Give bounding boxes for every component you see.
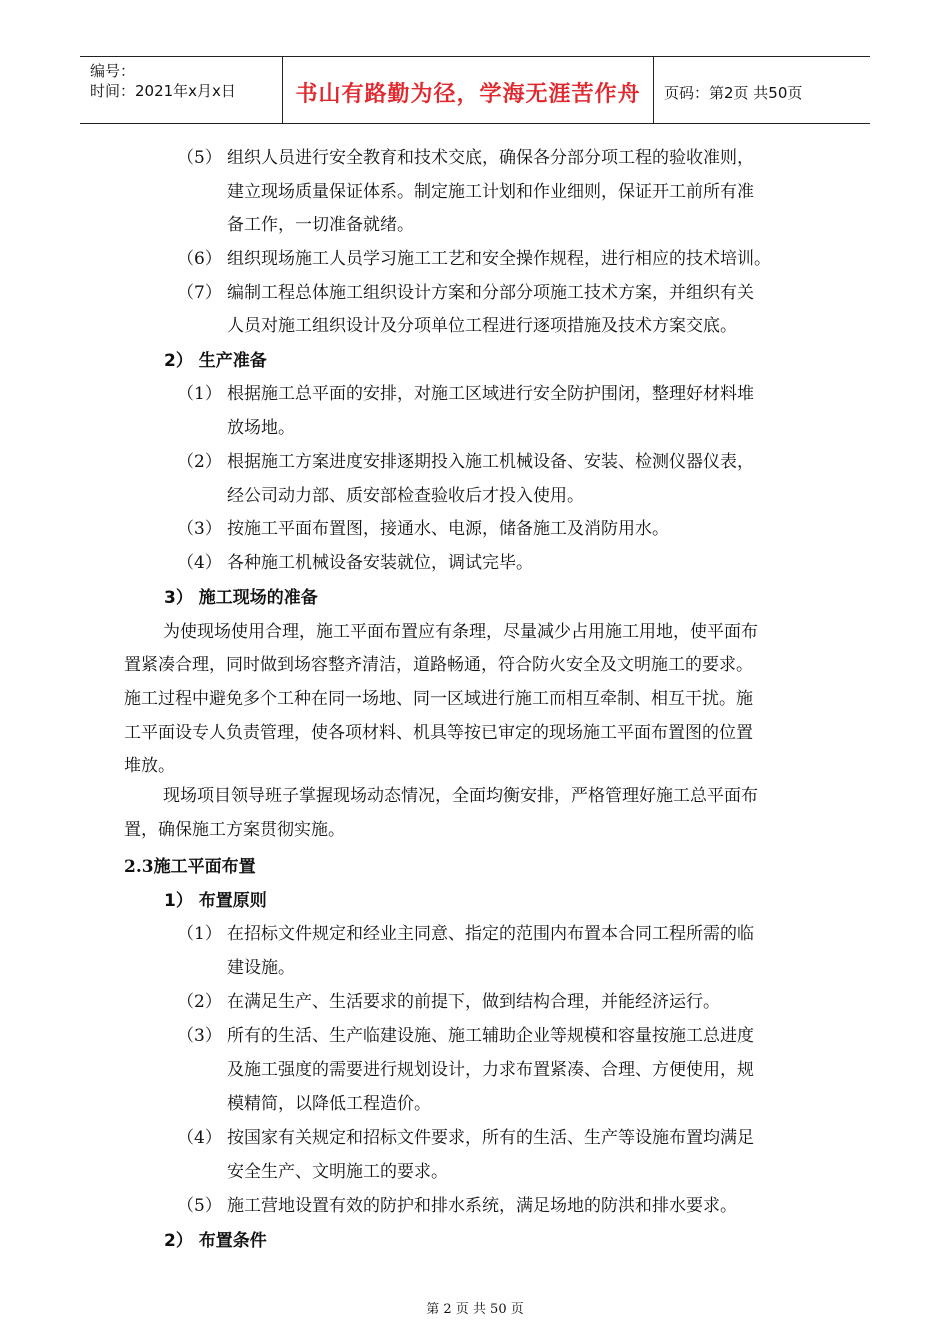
list-item-text: 在招标文件规定和经业主同意、指定的范围内布置本合同工程所需的临 (227, 924, 754, 944)
list-item-text: 放场地。 (227, 418, 295, 438)
paragraph-text: 置紧凑合理，同时做到场容整齐清洁，道路畅通，符合防火安全及文明施工的要求。 (124, 655, 753, 675)
list-item-text: 各种施工机械设备安装就位，调试完毕。 (227, 553, 533, 573)
paragraph-text: 置，确保施工方案贯彻实施。 (124, 820, 345, 840)
paragraph-text: 现场项目领导班子掌握现场动态情况，全面均衡安排，严格管理好施工总平面布 (163, 786, 758, 806)
paragraph-text: 工平面设专人负责管理，使各项材料、机具等按已审定的现场施工平面布置图的位置 (124, 723, 753, 743)
list-item-number: （2） (177, 992, 222, 1012)
list-item-number: （3） (177, 519, 222, 539)
serial-label: 编号： (90, 62, 136, 80)
list-item-text: 人员对施工组织设计及分项单位工程进行逐项措施及技术方案交底。 (227, 316, 737, 336)
header-page-info: 页码：第2页 共50页 (664, 84, 803, 102)
paragraph-text: 为使现场使用合理，施工平面布置应有条理，尽量减少占用施工用地，使平面布 (163, 622, 758, 642)
list-item-text: 经公司动力部、质安部检查验收后才投入使用。 (227, 486, 584, 506)
section-heading-text: 2.3施工平面布置 (124, 857, 256, 877)
header-divider (653, 57, 654, 123)
paragraph-text: 施工过程中避免多个工种在同一场地、同一区域进行施工而相互牵制、相互干扰。施 (124, 689, 753, 709)
list-item-text: 编制工程总体施工组织设计方案和分部分项施工技术方案，并组织有关 (227, 283, 754, 303)
list-item-text: 备工作，一切准备就绪。 (227, 215, 414, 235)
list-item-number: （3） (177, 1026, 222, 1046)
header-meta (90, 61, 236, 101)
list-item-text: 在满足生产、生活要求的前提下，做到结构合理，并能经济运行。 (227, 992, 720, 1012)
list-item-text: 模精简，以降低工程造价。 (227, 1094, 431, 1114)
list-item-number: （5） (177, 1196, 222, 1216)
list-item-text: 组织人员进行安全教育和技术交底，确保各分部分项工程的验收准则， (227, 148, 754, 168)
list-item-text: 施工营地设置有效的防护和排水系统，满足场地的防洪和排水要求。 (227, 1196, 737, 1216)
date-label: 时间：2021年x月x日 (90, 82, 236, 100)
list-item-number: （7） (177, 283, 222, 303)
list-item-text: 组织现场施工人员学习施工工艺和安全操作规程，进行相应的技术培训。 (227, 249, 771, 269)
subheading-text: 3） 施工现场的准备 (164, 588, 318, 608)
list-item-number: （1） (177, 924, 222, 944)
list-item-text: 按施工平面布置图，接通水、电源，储备施工及消防用水。 (227, 519, 669, 539)
list-item-number: （5） (177, 148, 222, 168)
list-item-text: 按国家有关规定和招标文件要求，所有的生活、生产等设施布置均满足 (227, 1128, 754, 1148)
list-item-number: （4） (177, 553, 222, 573)
paragraph-text: 堆放。 (124, 756, 175, 776)
page-header (80, 56, 870, 124)
subheading-text: 2） 生产准备 (164, 351, 267, 371)
list-item-number: （2） (177, 452, 222, 472)
page-footer: 第 2 页 共 50 页 (426, 1302, 524, 1317)
list-item-number: （4） (177, 1128, 222, 1148)
list-item-text: 根据施工方案进度安排逐期投入施工机械设备、安装、检测仪器仪表， (227, 452, 754, 472)
list-item-number: （1） (177, 384, 222, 404)
subheading-text: 1） 布置原则 (164, 891, 267, 911)
subheading-text: 2） 布置条件 (164, 1231, 267, 1251)
list-item-text: 根据施工总平面的安排，对施工区域进行安全防护围闭，整理好材料堆 (227, 384, 754, 404)
list-item-text: 建立现场质量保证体系。制定施工计划和作业细则，保证开工前所有准 (227, 182, 754, 202)
list-item-text: 安全生产、文明施工的要求。 (227, 1162, 448, 1182)
list-item-number: （6） (177, 249, 222, 269)
list-item-text: 所有的生活、生产临建设施、施工辅助企业等规模和容量按施工总进度 (227, 1026, 754, 1046)
list-item-text: 建设施。 (227, 958, 295, 978)
list-item-text: 及施工强度的需要进行规划设计，力求布置紧凑、合理、方便使用，规 (227, 1060, 754, 1080)
header-motto: 书山有路勤为径，学海无涯苦作舟 (295, 82, 641, 107)
